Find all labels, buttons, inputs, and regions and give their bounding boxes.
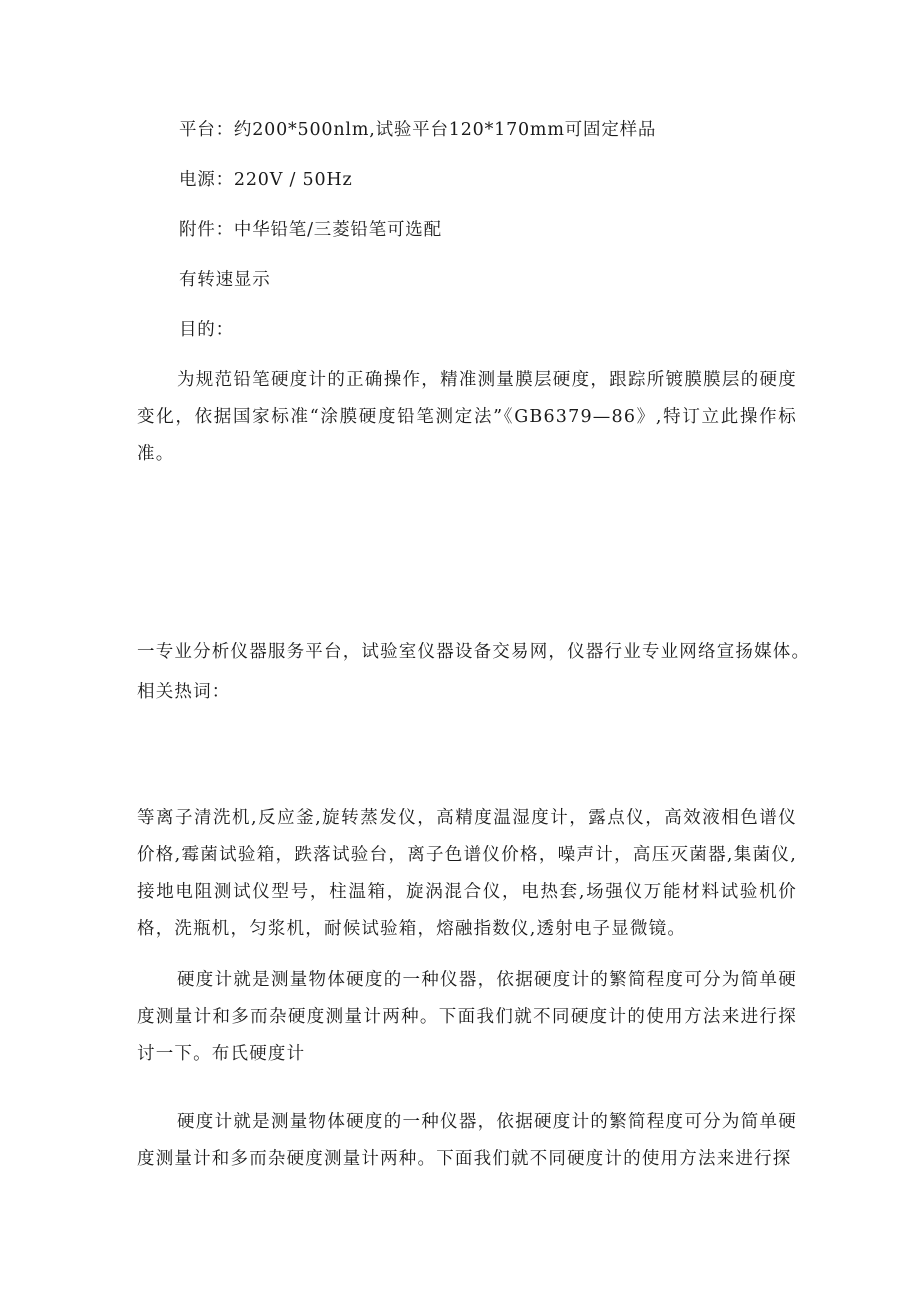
purpose-paragraph: 为规范铅笔硬度计的正确操作，精准测量膜层硬度，跟踪所镀膜膜层的硬度变化，依据国家标准“涂膜硬度铅笔测定法”《GB6379—86》,特订立此操作标准。: [137, 370, 797, 464]
platform-line: 一专业分析仪器服务平台，试验室仪器设备交易网，仪器行业专业网络宣扬媒体。: [137, 642, 811, 662]
purpose-heading: 目的：: [179, 320, 234, 340]
spec-power: 电源：220V / 50Hz: [179, 170, 353, 190]
hardness-paragraph-2: 硬度计就是测量物体硬度的一种仪器，依据硬度计的繁简程度可分为简单硬度测量计和多而杂硬度测量计两种。下面我们就不同硬度计的使用方法来进行探: [137, 1112, 797, 1169]
hardness-paragraph-1: 硬度计就是测量物体硬度的一种仪器，依据硬度计的繁简程度可分为简单硬度测量计和多而杂硬度测量计两种。下面我们就不同硬度计的使用方法来进行探讨一下。布氏硬度计: [137, 970, 797, 1064]
hot-words-label: 相关热词：: [137, 682, 231, 702]
spec-platform: 平台：约200*500nlm,试验平台120*170mm可固定样品: [179, 120, 657, 140]
spec-speed-display: 有转速显示: [179, 270, 271, 290]
keywords-paragraph: 等离子清洗机,反应釜,旋转蒸发仪，高精度温湿度计，露点仪，高效液相色谱仪价格,霉菌试验箱，跌落试验台，离子色谱仪价格，噪声计，高压灭菌器,集菌仪,接地电阻测试仪型号，柱温箱，旋涡混合仪，电热套,场强仪万能材料试验机价格，洗瓶机，匀浆机，耐候试验箱，熔融指数仪,透射电子显微镜。: [137, 808, 797, 939]
spec-accessories: 附件：中华铅笔/三菱铅笔可选配: [179, 220, 442, 240]
